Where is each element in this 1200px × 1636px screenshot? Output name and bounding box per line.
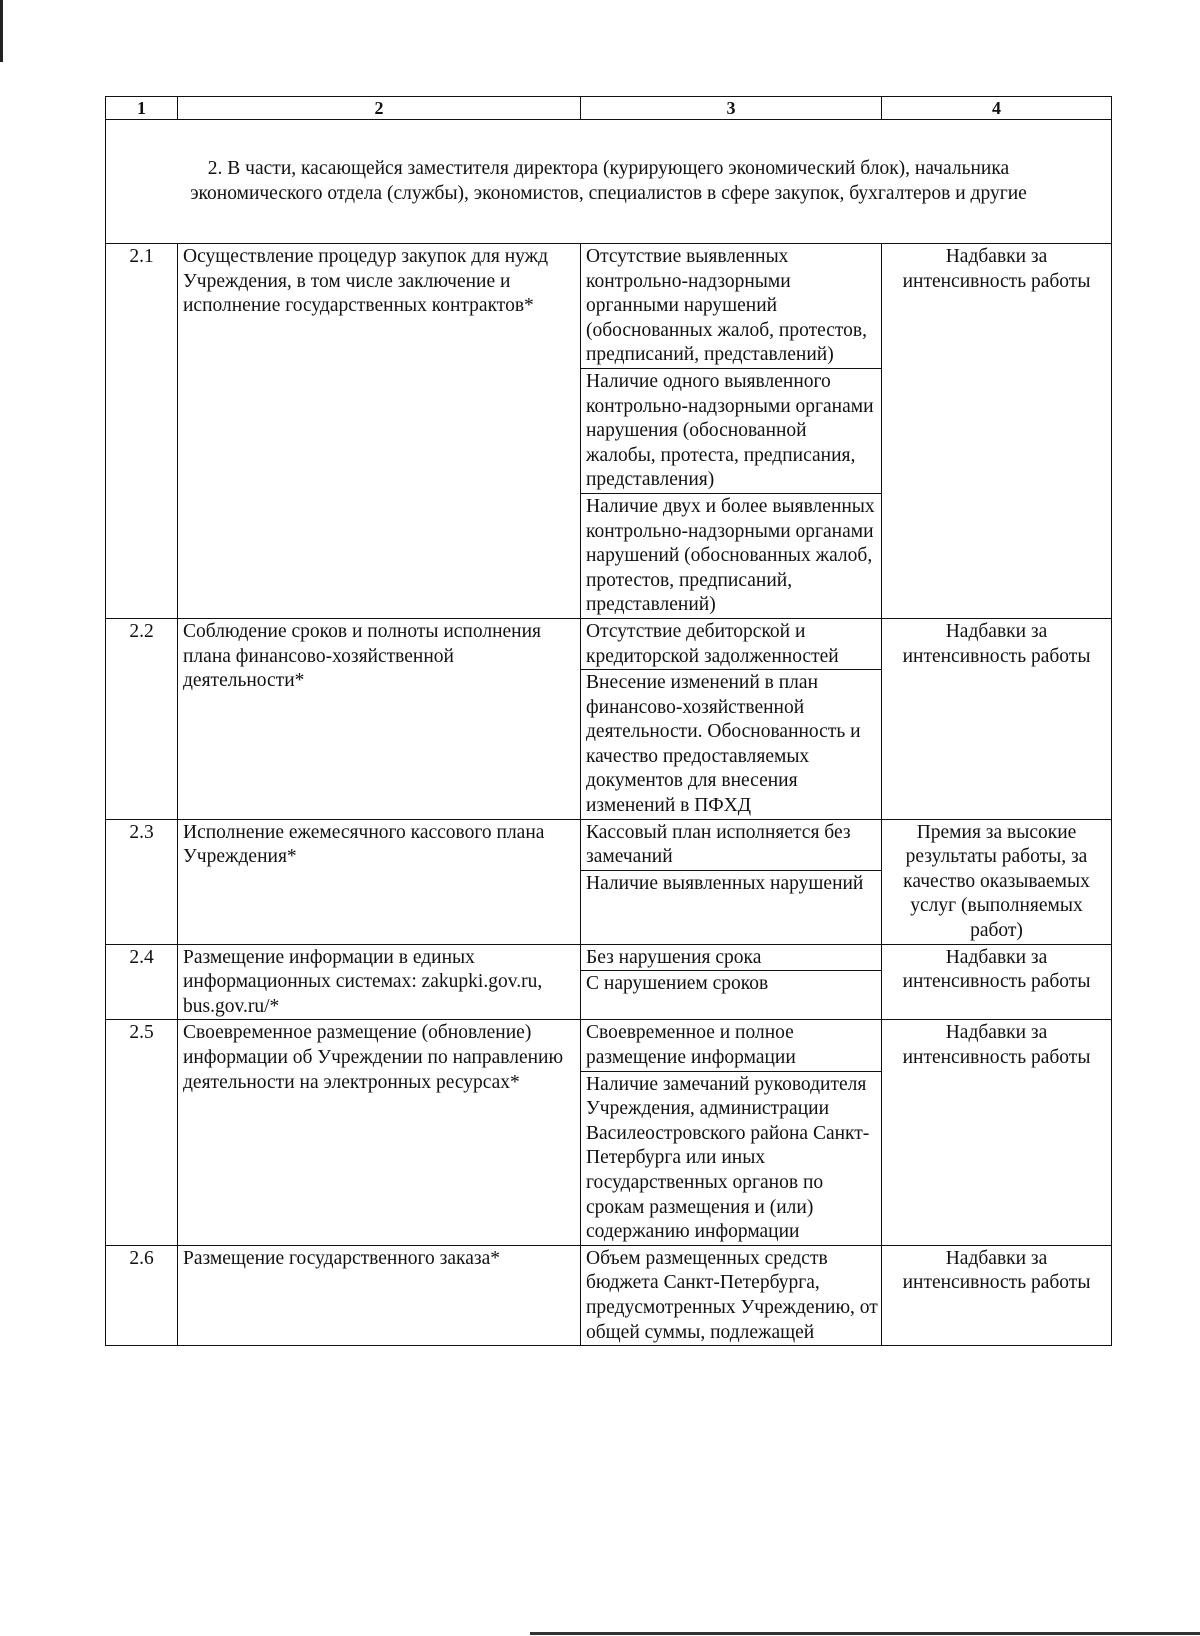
criterion: Внесение изменений в план финансово-хозяйственной деятельности. Обоснованность и качество предоставляемых документов для внесения изменений в ПФХД (581, 669, 881, 819)
row-reward: Надбавки за интенсивность работы (882, 1020, 1112, 1245)
scan-edge-mark (530, 1632, 1200, 1635)
table-row (106, 244, 1112, 619)
row-description: Осуществление процедур закупок для нужд Учреждения, в том числе заключение и исполнение государственных контрактов* (178, 244, 581, 619)
row-description: Размещение информации в единых информационных системах: zakupki.gov.ru, bus.gov.ru/* (178, 944, 581, 1020)
row-description: Исполнение ежемесячного кассового плана Учреждения* (178, 819, 581, 944)
scan-edge-mark (0, 0, 3, 62)
column-numbers-row (106, 97, 1112, 120)
column-number: 2 (178, 97, 581, 120)
column-number: 1 (106, 97, 178, 120)
criterion: Своевременное и полное размещение информации (586, 1022, 796, 1068)
criterion: С нарушением сроков (581, 970, 881, 997)
criterion: Отсутствие дебиторской и кредиторской задолженностей (586, 620, 839, 667)
row-criteria (581, 1020, 882, 1245)
criterion: Без нарушения срока (586, 946, 762, 968)
row-criteria (581, 819, 882, 944)
table-row (106, 944, 1112, 1020)
row-number: 2.2 (106, 618, 178, 819)
criterion: Наличие выявленных нарушений (581, 870, 881, 897)
section-row (106, 120, 1112, 244)
row-reward: Премия за высокие результаты работы, за качество оказываемых услуг (выполняемых работ) (882, 819, 1112, 944)
row-reward: Надбавки за интенсивность работы (882, 944, 1112, 1020)
criterion: Наличие одного выявленного контрольно-надзорными органами нарушения (обоснованной жалобы, протеста, предписания, представления) (581, 368, 881, 493)
table-row (106, 819, 1112, 944)
row-description: Размещение государственного заказа* (178, 1245, 581, 1345)
section-title: 2. В части, касающейся заместителя директора (курирующего экономический блок), начальника экономического отдела (службы), экономистов, специалистов в сфере закупок, бухгалтеров и другие (106, 120, 1112, 244)
row-reward: Надбавки за интенсивность работы (882, 618, 1112, 819)
row-description: Соблюдение сроков и полноты исполнения плана финансово-хозяйственной деятельности* (178, 618, 581, 819)
row-number: 2.6 (106, 1245, 178, 1345)
row-description: Своевременное размещение (обновление) информации об Учреждении по направлению деятельности на электронных ресурсах* (178, 1020, 581, 1245)
row-number: 2.4 (106, 944, 178, 1020)
table-row (106, 1020, 1112, 1245)
table-row (106, 1245, 1112, 1345)
criterion: Кассовый план исполняется без замечаний (586, 821, 851, 868)
criterion: Наличие замечаний руководителя Учреждения, администрации Василеостровского района Санкт-Петербурга или иных государственных органов по срокам размещения и (или) содержанию информации (581, 1071, 881, 1245)
criterion: Наличие двух и более выявленных контрольно-надзорными органами нарушений (обоснованных жалоб, протестов, предписаний, представлений) (581, 493, 881, 618)
row-reward: Надбавки за интенсивность работы (882, 1245, 1112, 1345)
table-row (106, 618, 1112, 819)
row-number: 2.3 (106, 819, 178, 944)
row-number: 2.5 (106, 1020, 178, 1245)
row-criteria (581, 944, 882, 1020)
row-criteria (581, 618, 882, 819)
criterion: Объем размещенных средств бюджета Санкт-Петербурга, предусмотренных Учреждению, от общей суммы, подлежащей (586, 1247, 878, 1343)
column-number: 4 (882, 97, 1112, 120)
row-criteria (581, 1245, 882, 1345)
column-number: 3 (581, 97, 882, 120)
criterion: Отсутствие выявленных контрольно-надзорными органными нарушений (обоснованных жалоб, протестов, предписаний, представлений) (586, 246, 867, 366)
criteria-table (105, 96, 1112, 1346)
row-number: 2.1 (106, 244, 178, 619)
row-criteria (581, 244, 882, 619)
row-reward: Надбавки за интенсивность работы (882, 244, 1112, 619)
